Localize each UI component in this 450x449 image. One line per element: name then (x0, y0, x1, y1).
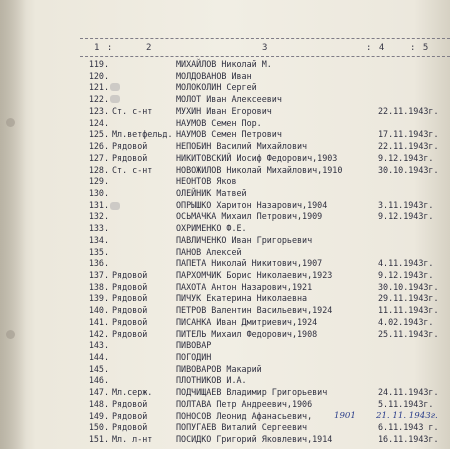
row-rank: Рядовой (112, 270, 148, 280)
row-name: НИКИТОВСКИЙ Иосиф Федорович,1903 (176, 152, 338, 163)
row-name: ПОСИДКО Григорий Яковлевич,1914 (176, 434, 333, 444)
header-rule (80, 56, 450, 57)
row-number: 130. (88, 187, 109, 198)
row-name: НАУМОВ Семен Пор. (176, 117, 262, 128)
row-number: 138. (88, 281, 109, 292)
row-date: 4.11.1943г. (378, 258, 434, 269)
row-number: 144. (88, 352, 109, 362)
table-row (0, 270, 450, 282)
row-number: 127. (88, 152, 109, 163)
row-rank: Рядовой (112, 316, 148, 327)
row-number: 128. (88, 164, 109, 175)
row-date: 16.11.1943г. (378, 434, 439, 444)
row-rank: Рядовой (112, 281, 148, 292)
row-date: 25.11.1943г. (378, 328, 439, 339)
row-number: 151. (88, 434, 109, 444)
table-row (0, 352, 450, 364)
column-header-3: 3 (262, 43, 269, 53)
table-row (0, 211, 450, 223)
table-row (0, 411, 450, 423)
table-row (0, 364, 450, 376)
table-row (0, 434, 450, 446)
row-name: ПАХОТА Антон Назарович,1921 (176, 281, 313, 292)
row-name: ПАВЛИЧЕНКО Иван Григорьевич (176, 234, 313, 245)
table-row (0, 94, 450, 106)
row-number: 146. (88, 375, 109, 386)
row-number: 136. (88, 258, 109, 269)
table-row (0, 223, 450, 235)
row-name: ПАРХОМЧИК Борис Николаевич,1923 (176, 270, 333, 280)
row-rank: Мл.серж. (112, 387, 153, 398)
row-name: ПИВОВАРОВ Макарий (176, 363, 262, 374)
table-row (0, 188, 450, 200)
row-number: 137. (88, 270, 109, 280)
row-number: 133. (88, 223, 109, 234)
row-name: ПИТЕЛЬ Михаил Федорович,1908 (176, 328, 318, 339)
row-number: 123. (88, 105, 109, 116)
row-date: 24.11.1943г. (378, 387, 439, 398)
row-date: 30.10.1943г. (378, 164, 439, 175)
row-number: 119. (88, 59, 109, 69)
row-date: 11.11.1943г. (378, 305, 439, 316)
row-name: ОЛЕЙНИК Матвей (176, 187, 247, 198)
row-date: 17.11.1943г. (378, 129, 439, 140)
table-row (0, 71, 450, 83)
row-number: 141. (88, 316, 109, 327)
row-number: 121. (88, 82, 109, 93)
table-row (0, 305, 450, 317)
row-number: 132. (88, 211, 109, 222)
header-rule (80, 38, 450, 39)
table-row (0, 59, 450, 71)
row-name: ПОГОДИН (176, 352, 212, 362)
row-name: МОЛОТ Иван Алексеевич (176, 94, 282, 105)
row-name: ПОЛТАВА Петр Андреевич,1906 (176, 398, 313, 409)
row-date: 9.12.1943г. (378, 270, 434, 280)
row-rank: Ст. с-нт (112, 105, 153, 116)
table-row (0, 82, 450, 94)
row-number: 131. (88, 199, 109, 210)
row-name: ОПРЫШКО Харитон Назарович,1904 (176, 199, 328, 210)
row-name: ПОДЧИЩАЕВ Владимир Григорьевич (176, 387, 328, 398)
row-date: 6.11.1943 г. (378, 422, 439, 433)
row-date: 22.11.1943г. (378, 105, 439, 116)
row-number: 150. (88, 422, 109, 433)
table-row (0, 118, 450, 130)
table-row (0, 129, 450, 141)
row-number: 126. (88, 141, 109, 151)
row-rank: Рядовой (112, 152, 148, 163)
row-number: 149. (88, 410, 109, 421)
column-header-1: 1 : (94, 43, 114, 53)
row-number: 120. (88, 70, 109, 81)
row-number: 125. (88, 129, 109, 140)
table-row (0, 282, 450, 294)
row-name: ПЛОТНИКОВ И.А. (176, 375, 247, 386)
table-row (0, 176, 450, 188)
row-name: ПАПЕТА Николай Никитович,1907 (176, 258, 323, 269)
row-rank: Мл. л-нт (112, 434, 153, 444)
row-number: 145. (88, 363, 109, 374)
row-name: МУХИН Иван Егорович (176, 105, 272, 116)
table-row (0, 235, 450, 247)
table-row (0, 340, 450, 352)
row-date: 9.12.1943г. (378, 152, 434, 163)
row-name: МОЛДОВАНОВ Иван (176, 70, 252, 81)
row-name: НЕПОБИН Василий Михайлович (176, 141, 308, 151)
table-row (0, 399, 450, 411)
column-header-4: : 4 (366, 43, 386, 53)
row-name: НЕОНТОВ Яков (176, 176, 237, 187)
row-date: 4.02.1943г. (378, 316, 434, 327)
row-name: ПОПУГАЕВ Виталий Сергеевич (176, 422, 308, 433)
table-row (0, 153, 450, 165)
row-rank: Рядовой (112, 422, 148, 433)
row-name: НОВОЖИЛОВ Николай Михайлович,1910 (176, 164, 343, 175)
handwritten-date: 21. 11. 1943г. (376, 410, 438, 421)
row-date: 29.11.1943г. (378, 293, 439, 304)
row-number: 124. (88, 117, 109, 128)
row-number: 148. (88, 398, 109, 409)
row-number: 135. (88, 246, 109, 257)
row-date: 30.10.1943г. (378, 281, 439, 292)
handwritten-year: 1901 (334, 410, 356, 421)
table-row (0, 375, 450, 387)
row-number: 129. (88, 176, 109, 187)
row-name: МИХАЙЛОВ Николай М. (176, 59, 272, 69)
row-rank: Рядовой (112, 293, 148, 304)
column-header-2: 2 (146, 43, 153, 53)
row-name: МОЛОКОЛИН Сергей (176, 82, 257, 93)
row-rank: Рядовой (112, 410, 148, 421)
column-header-5: : 5 (410, 43, 430, 53)
table-row (0, 329, 450, 341)
table-row (0, 387, 450, 399)
table-row (0, 141, 450, 153)
row-name: ПИЧУК Екатерина Николаевна (176, 293, 308, 304)
row-rank: Рядовой (112, 141, 148, 151)
row-name: ОХРИМЕНКО Ф.Е. (176, 223, 247, 234)
row-rank: Рядовой (112, 305, 148, 316)
row-date: 22.11.1943г. (378, 141, 439, 151)
table-row (0, 106, 450, 118)
row-name: ОСЬМАЧКА Михаил Петрович,1909 (176, 211, 323, 222)
row-rank: Мл.ветфельд. (112, 129, 173, 140)
row-number: 143. (88, 340, 109, 351)
row-rank: Рядовой (112, 398, 148, 409)
table-row (0, 165, 450, 177)
row-name: ПЕТРОВ Валентин Васильевич,1924 (176, 305, 333, 316)
row-date: 3.11.1943г. (378, 199, 434, 210)
row-name: ПАНОВ Алексей (176, 246, 242, 257)
row-date: 9.12.1943г. (378, 211, 434, 222)
table-row (0, 247, 450, 259)
row-number: 139. (88, 293, 109, 304)
row-rank: Ст. с-нт (112, 164, 153, 175)
table-row (0, 293, 450, 305)
row-name: ПИВОВАР (176, 340, 212, 351)
row-number: 142. (88, 328, 109, 339)
table-row (0, 258, 450, 270)
row-number: 140. (88, 305, 109, 316)
column-header (0, 43, 450, 55)
row-name: НАУМОВ Семен Петрович (176, 129, 282, 140)
row-number: 134. (88, 234, 109, 245)
row-date: 5.11.1943г. (378, 398, 434, 409)
row-name: ПОНОСОВ Леонид Афанасьевич, (176, 410, 313, 421)
table-row (0, 422, 450, 434)
row-number: 122. (88, 94, 109, 105)
table-row (0, 317, 450, 329)
table-row (0, 200, 450, 212)
row-number: 147. (88, 387, 109, 398)
row-rank: Рядовой (112, 328, 148, 339)
row-name: ПИСАНКА Иван Дмитриевич,1924 (176, 316, 318, 327)
